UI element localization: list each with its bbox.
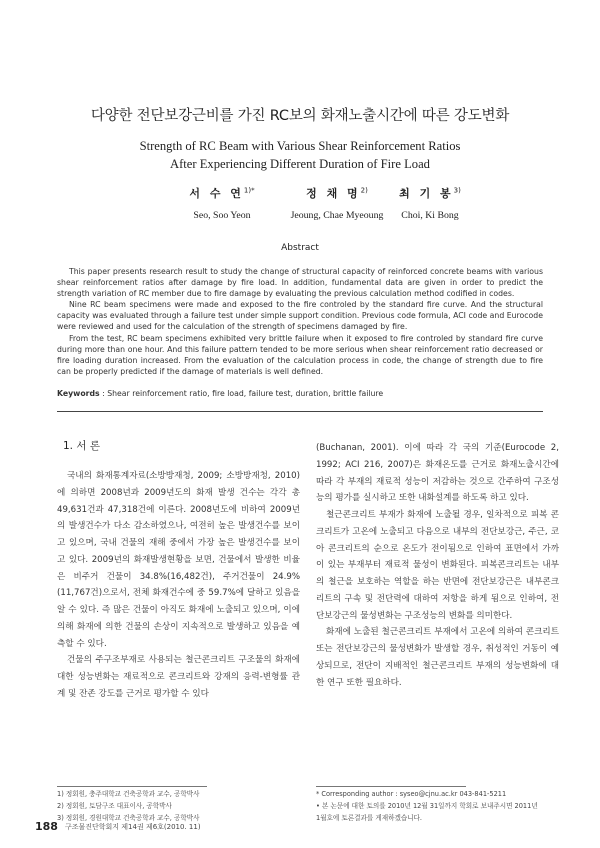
footnote-discussion-note: • 본 논문에 대한 토의를 2010년 12월 31일까지 학회로 보내주시면 2011년 1월호에 토론결과를 게재하겠습니다. — [316, 802, 538, 822]
abstract-body — [57, 266, 543, 377]
author-3-name-ko: 최 기 봉 — [399, 187, 454, 200]
author-2-name-en: Jeoung, Chae Myeoung — [290, 210, 384, 221]
footnotes-left — [57, 788, 300, 824]
left-column — [57, 468, 300, 703]
right-paragraph-3: 화재에 노출된 철근콘크리트 부재에서 고온에 의하여 콘크리트 또는 전단보강근의 물성변화가 발생할 경우, 취성적인 거동이 예상되므로, 전단이 지배적인 철근콘크리트 부재의 성능변화에 대한 연구 또한 필요하다. — [316, 627, 559, 688]
left-paragraph-2: 건물의 주구조부재로 사용되는 철근콘크리트 구조물의 화재에 대한 성능변화는 재료적으로 콘크리트와 강재의 응력-변형률 관계 및 잔존 강도를 근거로 평가할 수 있다 — [57, 655, 300, 699]
right-column — [316, 440, 559, 691]
footnote-3: 3) 정회원, 경원대학교 건축공학과 교수, 공학박사 — [57, 814, 200, 822]
abstract-paragraph-1: This paper presents research result to study the change of structural capacity of reinforced concrete beams with various shear reinforcement ratios after damage by fire load. In addition, fundamental data are given in order to predict the strength variation of RC member due to fire damage by evaluating the previous calculation method codified in codes. — [57, 267, 543, 299]
right-paragraph-1: (Buchanan, 2001). 이에 따라 각 국의 기준(Eurocode 2, 1992; ACI 216, 2007)은 화재온도를 근거로 화재노출시간에 따라 각 부재의 재료적 성능이 저감하는 것으로 간주하여 구조성능의 평가를 실시하고 또한 내화설계를 하도록 하고 있다. — [316, 443, 559, 504]
paper-title-english-line2: After Experiencing Different Duration of Fire Load — [170, 157, 430, 171]
footnote-rule-right — [316, 786, 466, 787]
footnote-1: 1) 정회원, 충주대학교 건축공학과 교수, 공학박사 — [57, 790, 200, 798]
page-footer — [35, 820, 201, 833]
author-1-name-en: Seo, Soo Yeon — [193, 210, 251, 221]
paper-title-english — [0, 137, 600, 173]
abstract-heading: Abstract — [281, 243, 319, 253]
page-number: 188 — [35, 820, 58, 833]
author-2-name-ko: 정 채 명 — [306, 187, 361, 200]
footnotes-right — [316, 788, 543, 824]
author-3 — [350, 185, 510, 221]
footnote-rule-left — [57, 786, 207, 787]
author-3-name-en: Choi, Ki Bong — [401, 210, 459, 221]
section-divider — [57, 411, 543, 412]
abstract-paragraph-3: From the test, RC beam specimens exhibited very brittle failure when it exposed to fire controled by standard fire curve during more than one hour. And this failure pattern tended to be more serious when shear reinforcement ratio decreased or fire loading duration increased. From the evaluation of the calculation process in code, the change of strength due to fire can be properly predicted if the damage of materials is well defined. — [57, 333, 543, 376]
footnote-corresponding-author: * Corresponding author : syseo@cjnu.ac.kr 043-841-5211 — [316, 790, 507, 798]
author-1-name-ko: 서 수 연 — [189, 187, 244, 200]
journal-info: 구조물진단학회지 제14권 제6호(2010. 11) — [64, 822, 201, 831]
keywords-text: : Shear reinforcement ratio, fire load, failure test, duration, brittle failure — [99, 389, 384, 398]
paper-title-english-line1: Strength of RC Beam with Various Shear Reinforcement Ratios — [139, 139, 461, 153]
abstract-paragraph-2: Nine RC beam specimens were made and exposed to the fire controled by the standard fire curve. And the structural capacity was evaluated through a failure test under simple support condition. Previous code formula, ACI code and Eurocode were reviewed and used for the calculation of the strength of specimens damaged by fire. — [57, 300, 543, 332]
paper-title-korean: 다양한 전단보강근비를 가진 RC보의 화재노출시간에 따른 강도변화 — [90, 108, 510, 124]
author-3-mark: 3) — [453, 186, 461, 195]
keywords — [57, 389, 543, 398]
keywords-label: Keywords — [57, 389, 100, 398]
author-2-mark: 2) — [360, 186, 368, 195]
author-1-mark: 1)* — [243, 186, 255, 195]
section-heading-introduction: 1. 서 론 — [63, 440, 100, 452]
left-paragraph-1: 국내의 화재통계자료(소방방재청, 2009; 소방방재청, 2010)에 의하면 2008년과 2009년도의 화재 발생 건수는 각각 총 49,631건과 47,318건에 이른다. 2008년도에 비하여 2009년의 발생건수가 다소 감소하였으나, 여전히 높은 발생건수를 보이고 있으며, 국내 건물의 재해 중에서 가장 높은 발생건수를 보이고 있다. 2009년의 화재발생현황을 보면, 건물에서 발생한 비율은 비주거 건물이 34.8%(16,482건), 주거건물이 24.9%(11,767건)으로서, 전체 화재건수에 중 59.7%에 달하고 있음을 알 수 있다. 즉 많은 건물이 아직도 화재에 노출되고 있으며, 이에 의해 화재에 의한 건물의 손상이 지속적으로 발생하고 있음을 예측할 수 있다. — [57, 471, 300, 649]
right-paragraph-2: 철근콘크리트 부재가 화재에 노출될 경우, 일차적으로 피복 콘크리트가 고온에 노출되고 다음으로 내부의 전단보강근, 주근, 코아 콘크리트의 순으로 온도가 전이됨으로 인하여 표면에서 가까이 있는 부재부터 재료적 물성이 변화된다. 피복콘크리트는 내부의 철근을 보호하는 역할을 하는 반면에 전단보강근은 내부콘크리트의 구속 및 전단력에 대하여 저항을 하게 됨으로 인하여, 전단보강근의 물성변화는 구조성능의 변화를 의미한다. — [316, 510, 559, 621]
footnote-2: 2) 정회원, 토담구조 대표이사, 공학박사 — [57, 802, 172, 810]
